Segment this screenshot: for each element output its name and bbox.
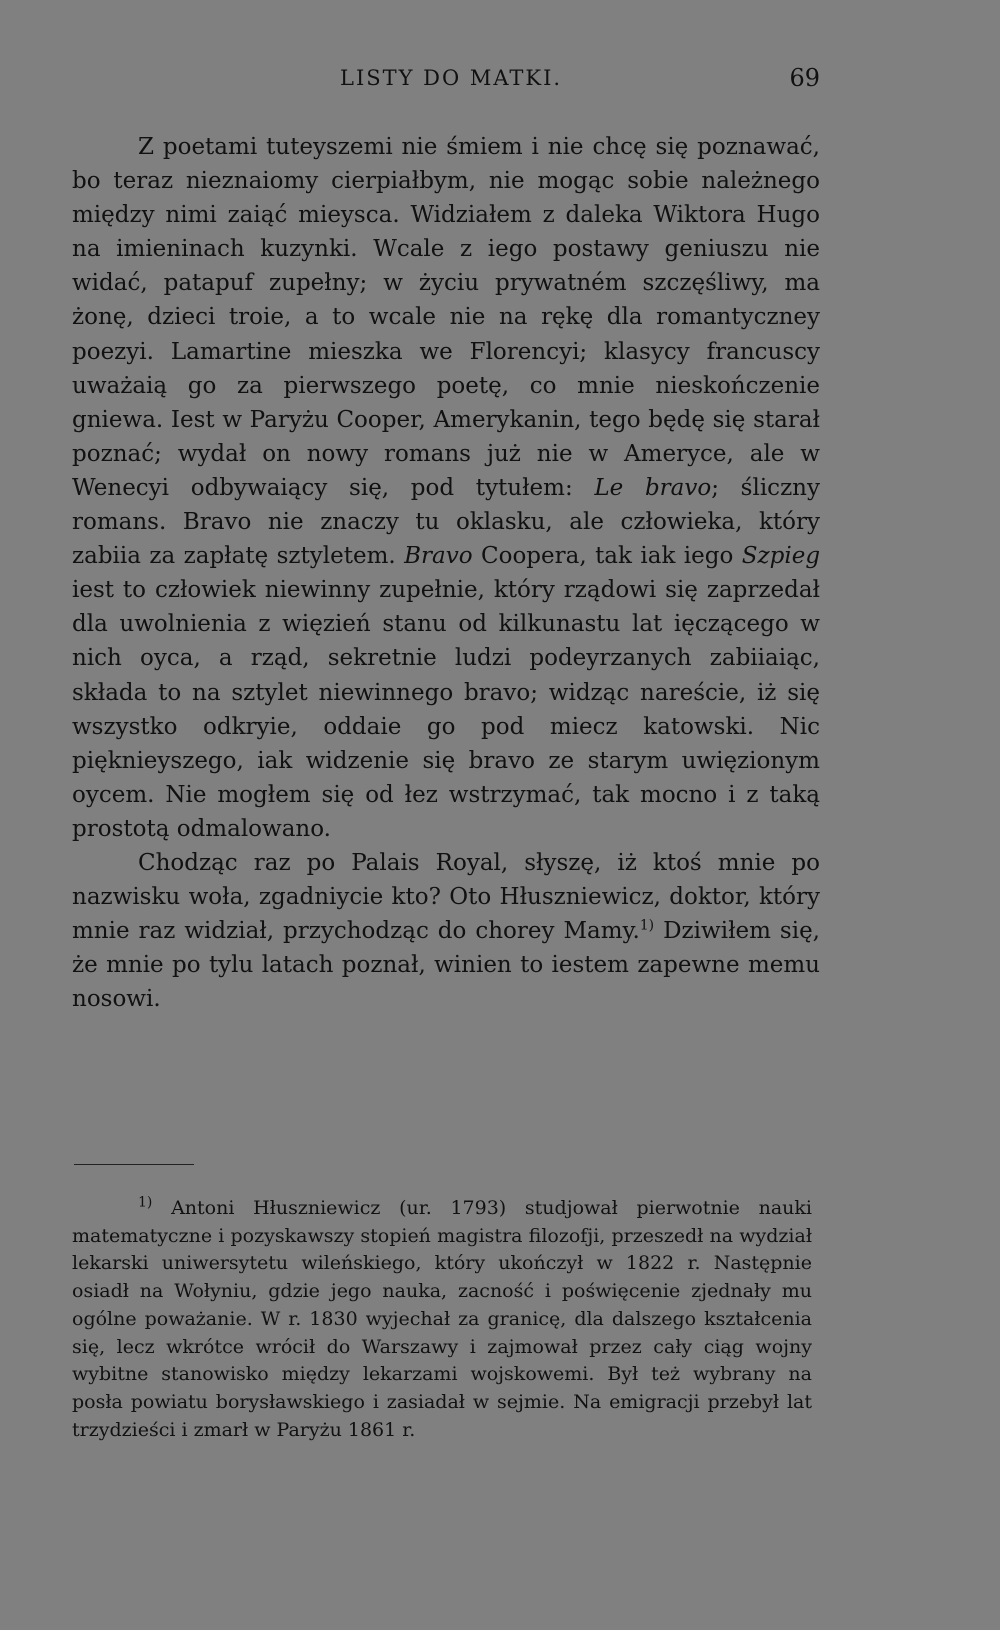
footnote: [72, 1195, 812, 1444]
paragraph-2: [72, 846, 820, 1016]
paragraph-1: [72, 130, 820, 846]
page-header: [72, 60, 820, 100]
paragraph-1-part-b: ; śliczny romans. Bravo nie znaczy tu oklasku, ale człowieka, który zabiia za zapłatę sztyletem.: [72, 474, 820, 570]
footnote-text: Antoni Hłuszniewicz (ur. 1793) studjował pierwotnie nauki matematyczne i pozyskawszy stopień magistra filozofji, przeszedł na wydział lekarski uniwersytetu wileńskiego, który ukończył w 1822 r. Następnie osiadł na Wołyniu, gdzie jego nauka, zacność i poświęcenie zjednały mu ogólne poważanie. W r. 1830 wyjechał za granicę, dla dalszego kształcenia się, lecz wkrótce wrócił do Warszawy i zajmował przez cały ciąg wojny wybitne stanowisko między lekarzami wojskowemi. Był też wybrany na posła powiatu borysławskiego i zasiadał w sejmie. Na emigracji przebył lat trzydzieści i zmarł w Paryżu 1861 r.: [72, 1197, 813, 1441]
italic-bravo: Bravo: [404, 543, 473, 570]
paragraph-2-part-b: Dziwiłem się, że mnie po tylu latach poznał, winien to iestem zapewne memu nosowi.: [72, 918, 820, 1013]
italic-title-le-bravo: Le bravo: [594, 474, 712, 501]
paragraph-1-part-a: Z poetami tuteyszemi nie śmiem i nie chcę się poznawać, bo teraz nieznaiomy cierpiałbym, nie mogąc sobie należnego między nimi zaiąć mieysca. Widziałem z daleka Wiktora Hugo na imieninach kuzynki. Wcale z iego postawy geniuszu nie widać, patapuf zupełny; w życiu prywatném szczęśliwy, ma żonę, dzieci troie, a to wcale nie na rękę dla romantyczney poezyi. Lamartine mieszka we Florencyi; klasycy francuscy uważaią go za pierwszego poetę, co mnie nieskończenie gniewa. Iest w Paryżu Cooper, Amerykanin, tego będę się starał poznać; wydał on nowy romans już nie w Ameryce, ale w Wenecyi odbywaiący się, pod tytułem:: [72, 134, 820, 501]
paragraph-2-part-a: Chodząc raz po Palais Royal, słyszę, iż ktoś mnie po nazwisku woła, zgadniycie kto? Oto Hłuszniewicz, doktor, który mnie raz widział, przychodząc do chorey Mamy.: [72, 849, 820, 945]
footnote-divider: [74, 1164, 194, 1165]
footnote-paragraph: [72, 1195, 812, 1444]
running-title: LISTY DO MATKI.: [340, 66, 563, 90]
page-number: 69: [789, 64, 820, 92]
italic-title-szpieg: Szpieg: [741, 543, 821, 570]
main-text: [72, 130, 820, 1016]
footnote-marker: 1): [138, 1194, 153, 1211]
footnote-reference: 1): [639, 917, 655, 934]
paragraph-1-part-c: Coopera, tak iak iego: [481, 543, 734, 570]
paragraph-1-part-d: iest to człowiek niewinny zupełnie, który rządowi się zaprzedał dla uwolnienia z więzień stanu od kilkunastu lat ięczącego w nich oyca, a rząd, sekretnie ludzi podeyrzanych zabiiaiąc, składa to na sztylet niewinnego bravo; widząc nareście, iż się wszystko odkryie, oddaie go pod miecz katowski. Nic pięknieyszego, iak widzenie się bravo ze starym uwięzionym oycem. Nie mogłem się od łez wstrzymać, tak mocno i z taką prostotą odmalowano.: [72, 577, 820, 842]
